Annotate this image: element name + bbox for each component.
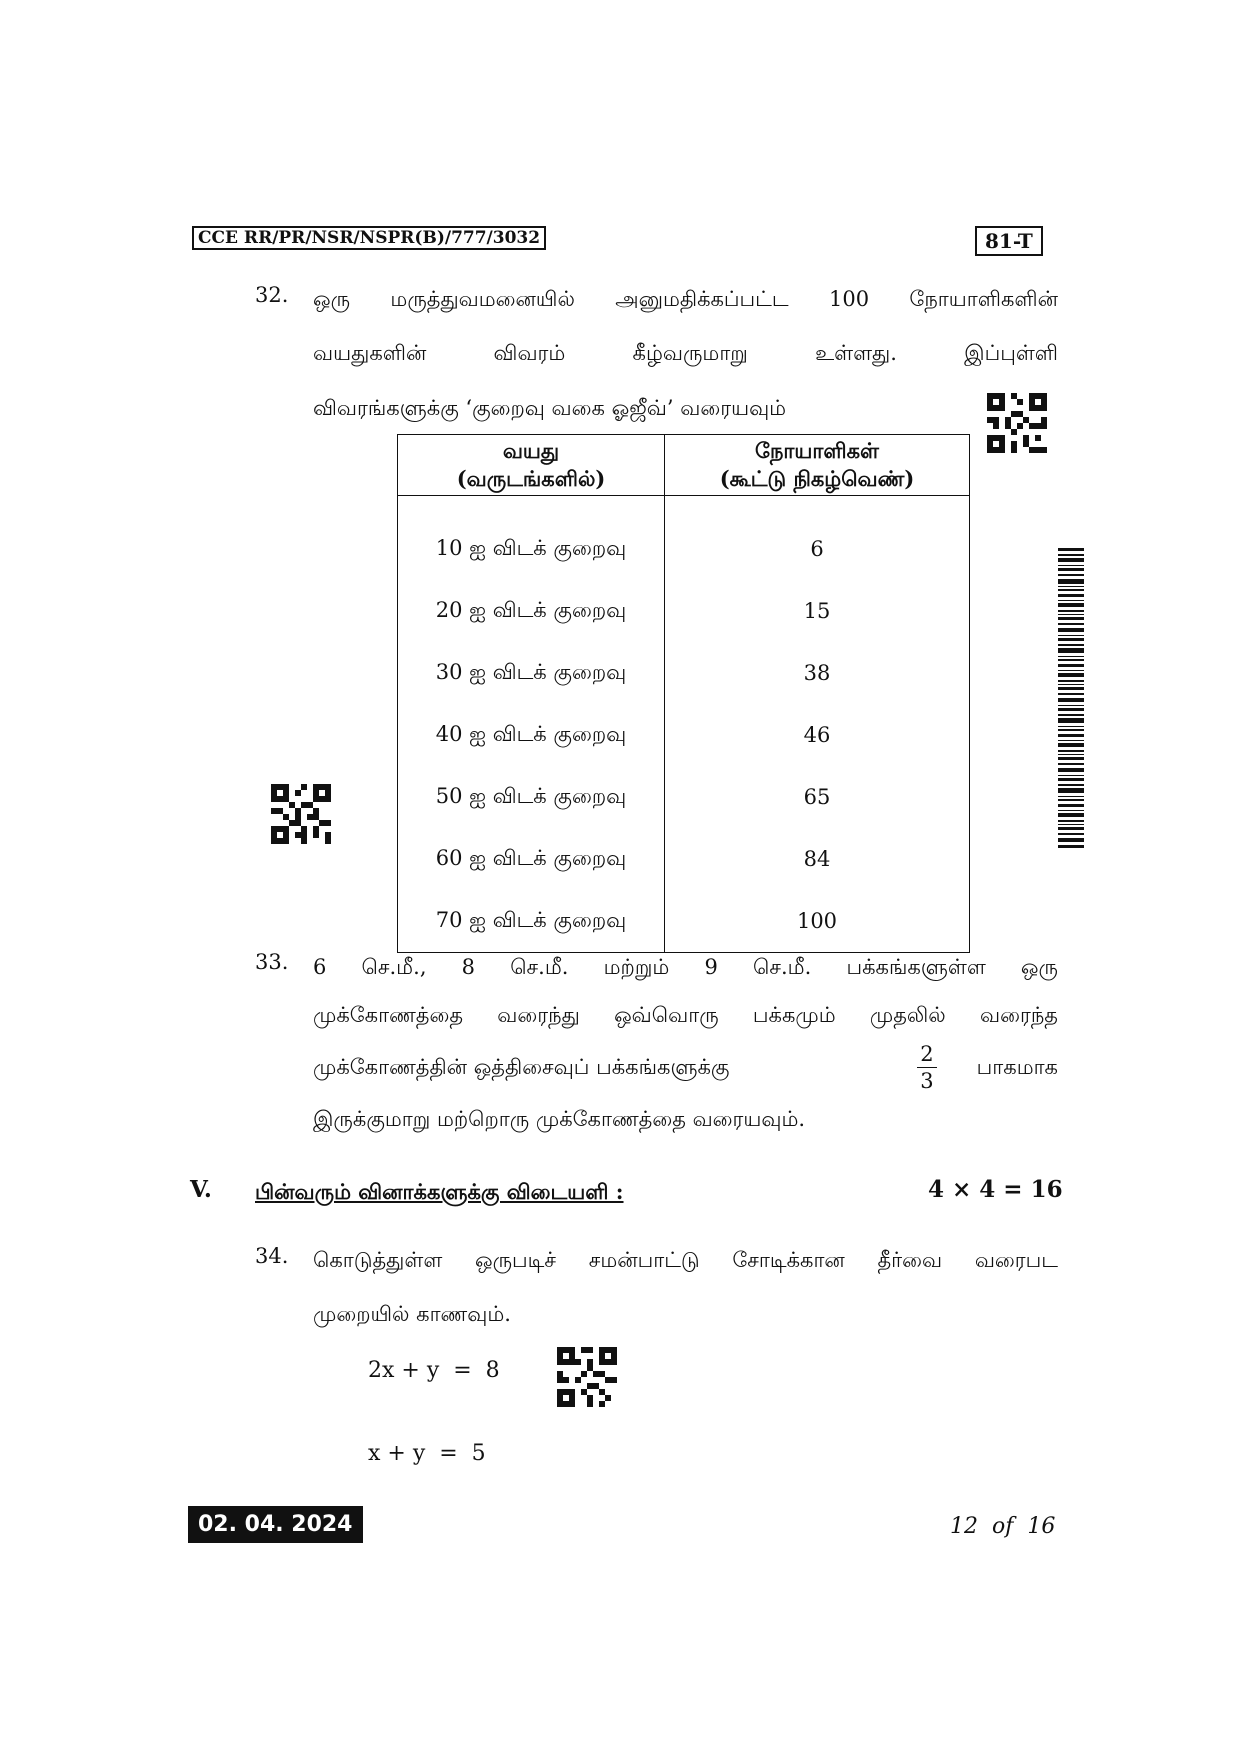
question-33-number: 33. (255, 950, 289, 974)
table-header-row (398, 435, 970, 496)
table-row (398, 642, 970, 704)
question-33-line-3-end: பாகமாக (976, 1055, 1058, 1079)
count-cell: 65 (665, 766, 970, 828)
age-cell: 40 ஐ விடக் குறைவு (398, 704, 665, 766)
equation-2: x + y = 5 (368, 1441, 486, 1466)
question-34-number: 34. (255, 1244, 289, 1268)
qr-code-icon (987, 393, 1047, 453)
question-33-line-3 (313, 1036, 1058, 1098)
table-row (398, 766, 970, 828)
table-row (398, 704, 970, 766)
question-32-number: 32. (255, 283, 289, 307)
question-33-line-3-text: முக்கோணத்தின் ஒத்திசைவுப் பக்கங்களுக்கு (313, 1055, 730, 1079)
fraction (917, 1041, 936, 1094)
age-cell: 30 ஐ விடக் குறைவு (398, 642, 665, 704)
table-row (398, 580, 970, 642)
col-patients-header-unit: (கூட்டு நிகழ்வெண்) (719, 466, 915, 491)
count-cell: 46 (665, 704, 970, 766)
table-spacer (398, 496, 970, 519)
barcode-icon (1058, 548, 1084, 848)
section-title: பின்வரும் வினாக்களுக்கு விடையளி : (255, 1179, 624, 1204)
count-cell: 38 (665, 642, 970, 704)
question-32-line-1: ஒரு மருத்துவமனையில் அனுமதிக்கப்பட்ட 100 நோயாளிகளின் (313, 287, 1058, 311)
question-33-line-4: இருக்குமாறு மற்றொரு முக்கோணத்தை வரையவும். (313, 1107, 806, 1131)
question-32-line-3: விவரங்களுக்கு ‘குறைவு வகை ஓஜீவ்’ வரையவும் (313, 396, 787, 420)
fraction-numerator: 2 (917, 1041, 936, 1068)
col-patients-header (665, 435, 970, 496)
age-cell: 60 ஐ விடக் குறைவு (398, 828, 665, 890)
age-cell: 10 ஐ விடக் குறைவு (398, 518, 665, 580)
col-patients-header-title: நோயாளிகள் (755, 438, 879, 463)
question-33-line-2: முக்கோணத்தை வரைந்து ஒவ்வொரு பக்கமும் முதலில் வரைந்த (313, 1003, 1058, 1027)
frequency-table (397, 434, 970, 953)
age-cell: 50 ஐ விடக் குறைவு (398, 766, 665, 828)
section-marks: 4 × 4 = 16 (928, 1176, 1063, 1203)
age-cell: 70 ஐ விடக் குறைவு (398, 890, 665, 953)
page-number: 12 of 16 (950, 1514, 1056, 1539)
col-age-header-unit: (வருடங்களில்) (456, 466, 606, 491)
exam-code: CCE RR/PR/NSR/NSPR(B)/777/3032 (192, 226, 546, 250)
paper-id: 81-T (975, 226, 1043, 256)
exam-date: 02. 04. 2024 (188, 1506, 363, 1543)
equation-1: 2x + y = 8 (368, 1358, 500, 1383)
col-age-header (398, 435, 665, 496)
qr-code-icon (557, 1347, 617, 1407)
count-cell: 100 (665, 890, 970, 953)
question-33-line-1: 6 செ.மீ., 8 செ.மீ. மற்றும் 9 செ.மீ. பக்கங்களுள்ள ஒரு (313, 955, 1058, 979)
section-label: V. (190, 1176, 212, 1203)
question-32-line-2: வயதுகளின் விவரம் கீழ்வருமாறு உள்ளது. இப்புள்ளி (313, 341, 1058, 365)
count-cell: 84 (665, 828, 970, 890)
question-34-line-2: முறையில் காணவும். (313, 1302, 511, 1326)
qr-code-icon (271, 784, 331, 844)
fraction-denominator: 3 (920, 1068, 934, 1093)
table-row (398, 518, 970, 580)
col-age-header-title: வயது (502, 438, 560, 463)
age-cell: 20 ஐ விடக் குறைவு (398, 580, 665, 642)
count-cell: 6 (665, 518, 970, 580)
table-row (398, 828, 970, 890)
count-cell: 15 (665, 580, 970, 642)
question-34-line-1: கொடுத்துள்ள ஒருபடிச் சமன்பாட்டு சோடிக்கான தீர்வை வரைபட (313, 1248, 1058, 1272)
